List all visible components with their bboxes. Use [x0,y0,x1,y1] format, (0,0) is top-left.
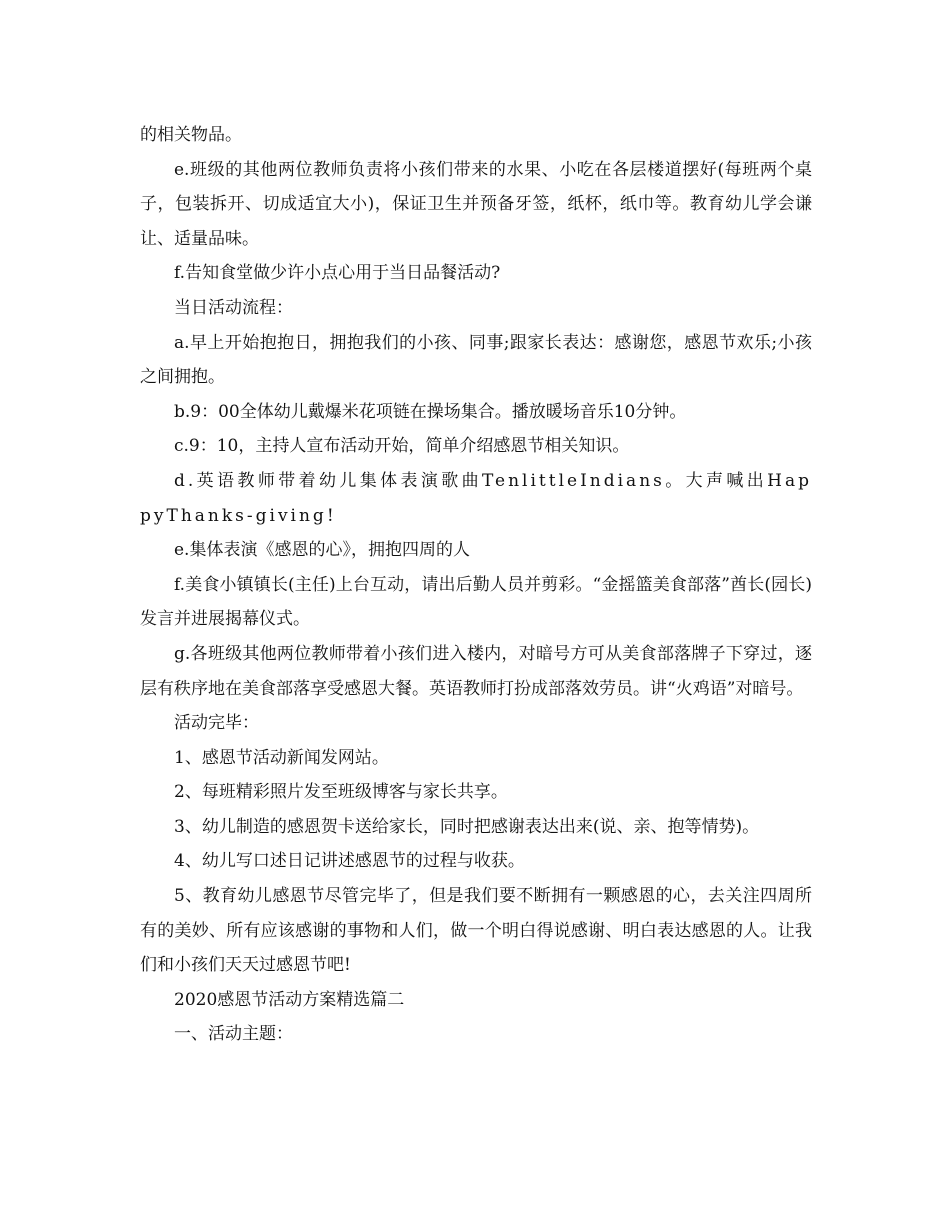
paragraph-item-f: f.告知食堂做少许小点心用于当日品餐活动? [174,263,501,284]
article-title-part-two: 2020感恩节活动方案精选篇二 [174,989,405,1010]
paragraph-step-a: a.早上开始抱抱日，拥抱我们的小孩、同事;跟家长表达：感谢您，感恩节欢乐;小孩之间拥抱。 [140,332,812,388]
paragraph-step-e: e.集体表演《感恩的心》，拥抱四周的人 [174,540,470,561]
paragraph-step-g: g.各班级其他两位教师带着小孩们进入楼内，对暗号方可从美食部落牌子下穿过，逐层有秩序地在美食部落享受感恩大餐。英语教师打扮成部落效劳员。讲“火鸡语”对暗号。 [140,643,812,699]
section-heading-end: 活动完毕： [174,713,259,734]
paragraph-step-d: d.英语教师带着幼儿集体表演歌曲TenlittleIndians。大声喊出HappyThanks-giving! [140,470,812,526]
section-heading-theme: 一、活动主题： [174,1024,293,1045]
paragraph-continuation: 的相关物品。 [140,125,242,145]
paragraph-end-1: 1、感恩节活动新闻发网站。 [174,747,389,768]
paragraph-end-5: 5、教育幼儿感恩节尽管完毕了，但是我们要不断拥有一颗感恩的心，去关注四周所有的美妙、所有应该感谢的事物和人们，做一个明白得说感谢、明白表达感恩的人。让我们和小孩们天天过感恩节吧! [140,886,812,976]
paragraph-step-f: f.美食小镇镇长(主任)上台互动，请出后勤人员并剪彩。“金摇篮美食部落”酋长(园长)发言并进展揭幕仪式。 [140,574,812,630]
section-heading-flow: 当日活动流程： [174,297,293,318]
paragraph-end-3: 3、幼儿制造的感恩贺卡送给家长，同时把感谢表达出来(说、亲、抱等情势)。 [174,816,760,837]
paragraph-end-4: 4、幼儿写口述日记讲述感恩节的过程与收获。 [174,851,525,872]
paragraph-step-c: c.9：10，主持人宣布活动开始，简单介绍感恩节相关知识。 [174,436,630,457]
document-body [140,118,812,1052]
paragraph-item-e: e.班级的其他两位教师负责将小孩们带来的水果、小吃在各层楼道摆好(每班两个桌子，包装拆开、切成适宜大小)，保证卫生并预备牙签，纸杯，纸巾等。教育幼儿学会谦让、适量品味。 [140,159,812,249]
paragraph-end-2: 2、每班精彩照片发至班级博客与家长共享。 [174,782,508,803]
paragraph-step-b: b.9：00全体幼儿戴爆米花项链在操场集合。播放暖场音乐10分钟。 [174,401,687,422]
